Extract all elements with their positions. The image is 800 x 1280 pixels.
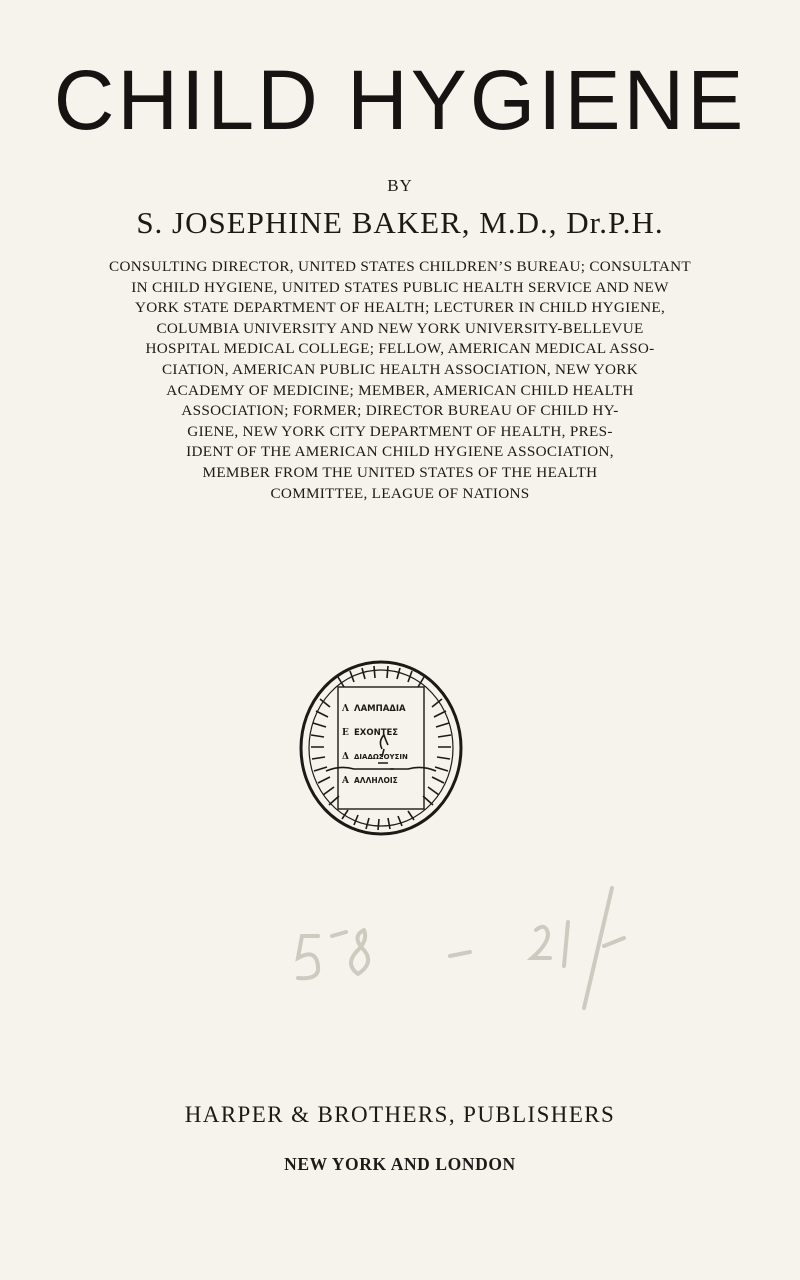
credentials-line: YORK STATE DEPARTMENT OF HEALTH; LECTURER IN CHILD HYGIENE, (134, 299, 666, 317)
svg-text:Ε: Ε (342, 728, 349, 738)
handwritten-note: 5-8 - 21- (290, 865, 346, 882)
credentials-line: IN CHILD HYGIENE, UNITED STATES PUBLIC HEALTH SERVICE AND NEW (131, 278, 669, 296)
publication-place: NEW YORK AND LONDON (284, 1154, 516, 1174)
emblem-inscription: ΕΧΟΝΤΕΣ (354, 728, 399, 738)
emblem-inscription: ΔΙΑΔΩΣΟΥΣΙΝ (354, 753, 408, 761)
credentials-line: COLUMBIA UNIVERSITY AND NEW YORK UNIVERSITY-BELLEVUE (156, 319, 644, 337)
credentials-line: ASSOCIATION; FORMER; DIRECTOR BUREAU OF CHILD HY- (181, 402, 619, 420)
publisher-torch-emblem-icon (298, 659, 464, 837)
emblem-inscription: ΛΑΜΠΑΔΙΑ (354, 704, 406, 714)
author-name: S. JOSEPHINE BAKER, M.D., Dr.P.H. (136, 205, 664, 240)
credentials-line: MEMBER FROM THE UNITED STATES OF THE HEALTH (202, 463, 598, 481)
credentials-line: CIATION, AMERICAN PUBLIC HEALTH ASSOCIATION, NEW YORK (161, 360, 639, 378)
svg-text:Δ: Δ (342, 752, 349, 762)
svg-text:Α: Α (342, 776, 349, 786)
author-credentials (40, 257, 760, 504)
book-title: CHILD HYGIENE (53, 53, 747, 147)
publisher-name: HARPER & BROTHERS, PUBLISHERS (184, 1102, 616, 1127)
credentials-line: HOSPITAL MEDICAL COLLEGE; FELLOW, AMERICAN MEDICAL ASSO- (145, 340, 655, 358)
credentials-line: IDENT OF THE AMERICAN CHILD HYGIENE ASSOCIATION, (186, 443, 614, 461)
emblem-inscription: ΑΛΛΗΛΟΙΣ (354, 776, 398, 785)
credentials-line: ACADEMY OF MEDICINE; MEMBER, AMERICAN CHILD HEALTH (166, 381, 634, 399)
svg-text:Λ: Λ (342, 704, 349, 714)
by-line: BY (387, 176, 413, 195)
credentials-line: CONSULTING DIRECTOR, UNITED STATES CHILDREN’S BUREAU; CONSULTANT (109, 258, 691, 275)
pencil-notation (290, 865, 650, 1008)
credentials-line: COMMITTEE, LEAGUE OF NATIONS (270, 484, 530, 502)
credentials-line: GIENE, NEW YORK CITY DEPARTMENT OF HEALTH, PRES- (187, 422, 613, 440)
